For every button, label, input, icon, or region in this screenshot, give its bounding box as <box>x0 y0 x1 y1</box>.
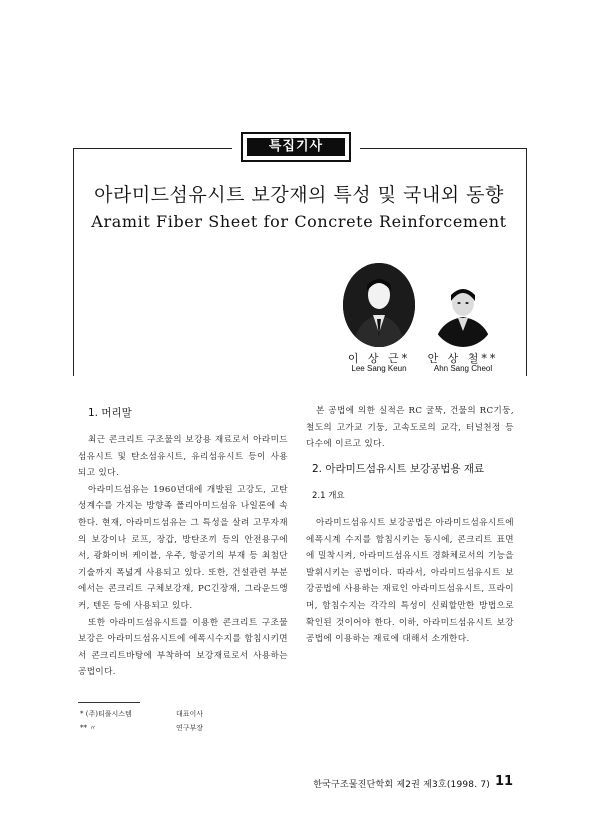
footnote-2-affiliation: ** 〃 <box>80 724 97 732</box>
right-column-top <box>306 403 514 453</box>
paragraph: 최근 콘크리트 구조물의 보강용 재료로서 아라미드섬유시트 및 탄소섬유시트, 유리섬유시트 등이 사용되고 있다. <box>78 435 288 479</box>
author-photo-ahn <box>430 275 496 347</box>
paragraph: 아라미드섬유시트 보강공법은 아라미드섬유시트에 에폭시계 수지를 함침시키는 동시에, 콘크리트 표면에 밀착시켜, 아라미드섬유시트 경화체로서의 기능을 발휘시키는 공법이다. 따라서, 아라미드섬유시트 보강공법에 사용하는 재료인 아라미드섬유시트, 프라이머, 함침수지는 각각의 특성이 신뢰할만한 방법으로 확인된 것이어야 한다. 이하, 아라미드섬유시트 보강공법에 이용하는 재료에 대해서 소개한다. <box>306 518 514 645</box>
footnote-rule <box>78 702 140 703</box>
footnote-1-role: 대표이사 <box>176 710 204 718</box>
author2-name-en: Ahn Sang Cheol <box>433 364 493 373</box>
section-heading-intro: 1. 머리말 <box>88 407 132 419</box>
paragraph: 또한 아라미드섬유시트를 이용한 콘크리트 구조물 보강은 아라미드섬유시트에 에폭시수지를 함침시키면서 콘크리트바탕에 부착하여 보강재료로서 사용하는 공법이다. <box>78 617 288 678</box>
section-badge: 특집기사 <box>247 138 345 156</box>
subsection-heading-overview: 2.1 개요 <box>312 491 345 501</box>
right-column-body <box>306 515 514 648</box>
article-title-english: Aramit Fiber Sheet for Concrete Reinforcement <box>91 212 507 231</box>
journal-footer: 한국구조물진단학회 제2권 제3호(1998. 7) <box>313 780 490 790</box>
author1-name-en: Lee Sang Keun <box>351 364 407 373</box>
author-photo-lee <box>343 263 415 347</box>
author1-name-ko: 이 상 근* <box>347 352 411 365</box>
author2-name-ko: 안 상 철** <box>427 352 499 365</box>
paragraph: 아라미드섬유는 1960년대에 개발된 고강도, 고탄성계수를 가지는 방향족 폴리아미드섬유 나일론에 속한다. 현재, 아라미드섬유는 그 특성을 살려 고무자재의 보강이나 로프, 장갑, 방탄조끼 등의 안전용구에서, 광화이버 케이블, 우주, 항공기의 부재 등 최첨단 기술까지 폭넓게 사용되고 있다. 또한, 건설관련 부분에서는 콘크리트 구체보강재, PC긴장재, 그라운드앵커, 텐돈 등에 사용되고 있다. <box>78 484 288 611</box>
left-column <box>78 432 288 681</box>
footnote-2-role: 연구부장 <box>176 724 204 732</box>
article-title-korean: 아라미드섬유시트 보강재의 특성 및 국내외 동향 <box>94 184 504 206</box>
paragraph: 본 공법에 의한 실적은 RC 굴뚝, 건물의 RC기둥, 철도의 고가교 기둥, 고속도로의 교각, 터널천정 등 다수에 이르고 있다. <box>306 406 514 450</box>
footnote-1-affiliation: * (주)티풀시스템 <box>80 710 132 718</box>
page-number: 11 <box>495 774 514 789</box>
section-heading-materials: 2. 아라미드섬유시트 보강공법용 재료 <box>312 463 485 475</box>
